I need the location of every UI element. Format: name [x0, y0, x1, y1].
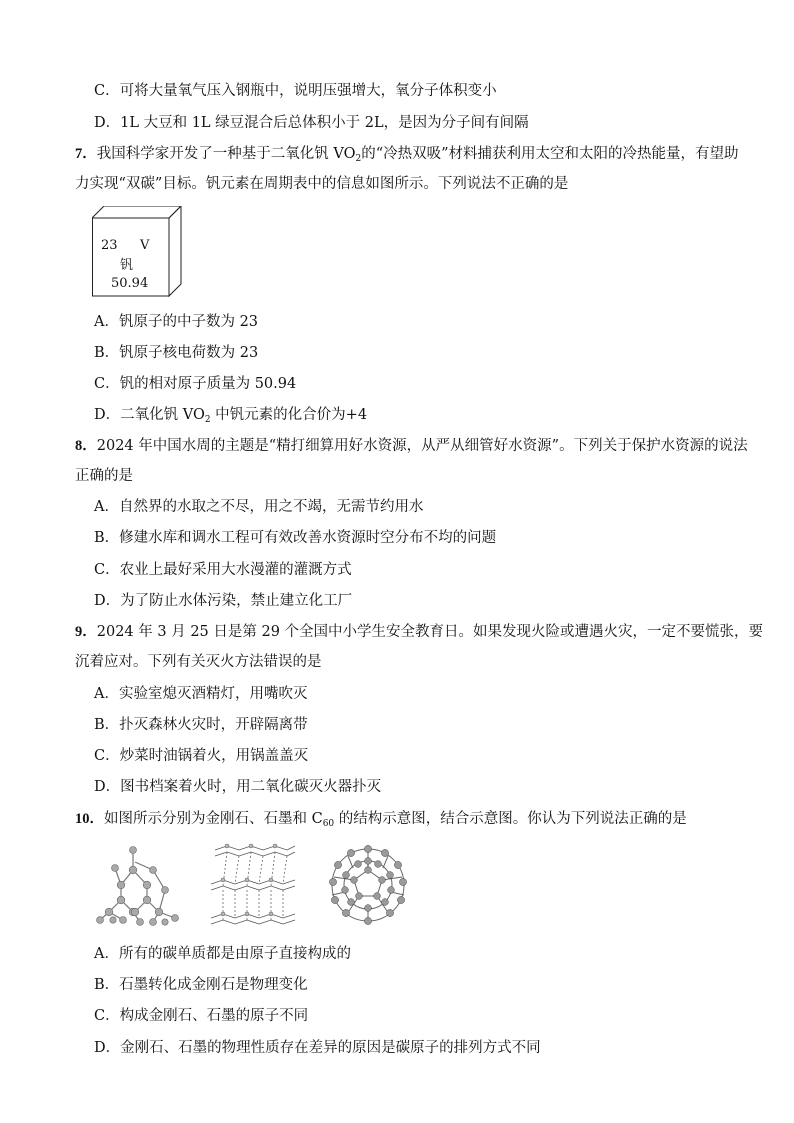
- q7-number: 7．: [75, 146, 97, 162]
- q8-stem-line1: [75, 436, 748, 456]
- q7-option-c: C．钒的相对原子质量为 50.94: [94, 376, 297, 392]
- q9-stem-line1: [75, 622, 763, 642]
- q9-text: 2024 年 3 月 25 日是第 29 个全国中小学生安全教育日。如果发现火险或遭遇火灾，一定不要慌张，要: [96, 624, 764, 640]
- q9-option-d: D．图书档案着火时，用二氧化碳灭火器扑灭: [94, 779, 382, 795]
- diamond-structure-image: [95, 840, 190, 930]
- q8-stem-line2: 正确的是: [75, 468, 133, 484]
- element-name: 钒: [120, 258, 134, 273]
- q6-option-d: D．1L 大豆和 1L 绿豆混合后总体积小于 2L，是因为分子间有间隔: [94, 115, 529, 131]
- q10-number: 10．: [75, 811, 104, 827]
- q10-option-c: C．构成金刚石、石墨的原子不同: [94, 1008, 309, 1024]
- q7-stem-line2: 力实现“双碳”目标。钒元素在周期表中的信息如图所示。下列说法不正确的是: [75, 176, 569, 192]
- q8-option-d: D．为了防止水体污染，禁止建立化工厂: [94, 593, 353, 609]
- q10-text-b: 的结构示意图，结合示意图。你认为下列说法正确的是: [334, 811, 687, 827]
- atomic-number: 23: [101, 238, 118, 253]
- q7-option-b: B．钒原子核电荷数为 23: [94, 345, 259, 361]
- q9-stem-line2: 沉着应对。下列有关灭火方法错误的是: [75, 654, 322, 670]
- q6-option-c: C．可将大量氧气压入钢瓶中，说明压强增大，氧分子体积变小: [94, 83, 497, 99]
- q10-subscript: 60: [322, 819, 335, 829]
- vanadium-element-card: [92, 206, 182, 298]
- q7-stem-line1: [75, 144, 739, 169]
- q10-option-b: B．石墨转化成金刚石是物理变化: [94, 977, 308, 993]
- q9-option-a: A．实验室熄灭酒精灯，用嘴吹灭: [94, 686, 308, 702]
- q8-number: 8．: [75, 438, 97, 454]
- q7-option-a: A．钒原子的中子数为 23: [94, 314, 259, 330]
- graphite-structure-image: [207, 842, 302, 928]
- q7-option-d-subscript: 2: [204, 415, 211, 425]
- q9-option-b: B．扑灭森林火灾时，开辟隔离带: [94, 717, 308, 733]
- q7-text-a: 我国科学家开发了一种基于二氧化钒 VO: [96, 146, 356, 162]
- c60-structure-image: [323, 840, 413, 930]
- q8-option-b: B．修建水库和调水工程可有效改善水资源时空分布不均的问题: [94, 530, 497, 546]
- carbon-structures-figure: [95, 840, 425, 930]
- q8-option-a: A．自然界的水取之不尽，用之不竭，无需节约用水: [94, 499, 424, 515]
- q7-text-b: 的“冷热双吸”材料捕获利用太空和太阳的冷热能量，有望助: [361, 146, 739, 162]
- element-symbol: V: [140, 238, 150, 253]
- atomic-mass: 50.94: [111, 276, 149, 291]
- q7-option-d-text-a: D．二氧化钒 VO: [94, 407, 205, 423]
- q10-text-a: 如图所示分别为金刚石、石墨和 C: [104, 811, 323, 827]
- q7-option-d-text-b: 中钒元素的化合价为+4: [210, 407, 368, 423]
- q10-stem-line1: [75, 809, 687, 834]
- q9-option-c: C．炒菜时油锅着火，用锅盖盖灭: [94, 748, 309, 764]
- q8-option-c: C．农业上最好采用大水漫灌的灌溉方式: [94, 562, 352, 578]
- q10-option-d: D．金刚石、石墨的物理性质存在差异的原因是碳原子的排列方式不同: [94, 1040, 541, 1056]
- q9-number: 9．: [75, 624, 97, 640]
- q10-option-a: A．所有的碳单质都是由原子直接构成的: [94, 946, 351, 962]
- q7-option-d: [94, 405, 367, 430]
- q7-subscript: 2: [355, 154, 362, 164]
- q8-text: 2024 年中国水周的主题是“精打细算用好水资源，从严从细管好水资源”。下列关于保护水资源的说法: [96, 438, 748, 454]
